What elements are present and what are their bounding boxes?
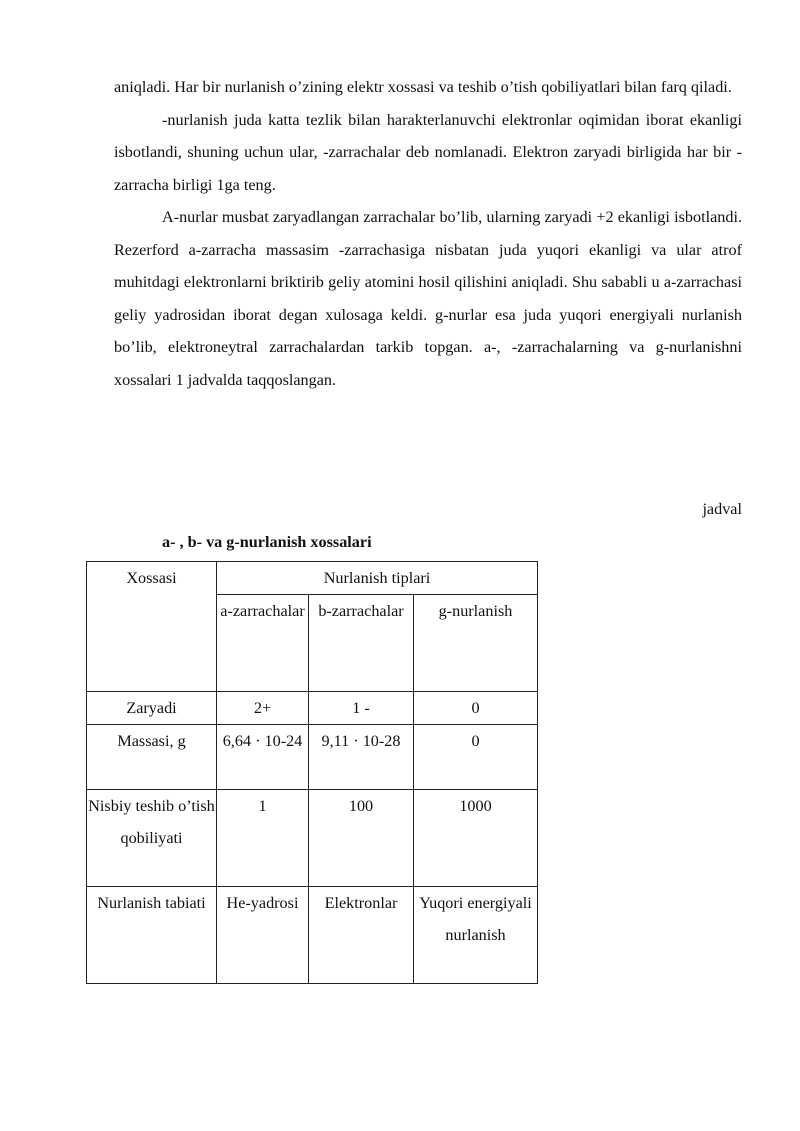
header-radiation-types: Nurlanish tiplari	[217, 562, 538, 595]
table-title: a- , b- va g-nurlanish xossalari	[162, 533, 372, 551]
header-alpha: a-zarrachalar	[217, 595, 309, 692]
table-header-row	[87, 562, 538, 595]
cell-property: Nurlanish tabiati	[87, 887, 217, 984]
cell-gamma: 1000	[414, 790, 538, 887]
cell-alpha: 2+	[217, 692, 309, 725]
cell-beta: 1 -	[309, 692, 414, 725]
header-property: Xossasi	[87, 562, 217, 692]
cell-property: Nisbiy teshib o’tish qobiliyati	[87, 790, 217, 887]
cell-gamma: 0	[414, 725, 538, 790]
table-number-label: jadval	[702, 500, 742, 518]
table-row	[87, 692, 538, 725]
cell-alpha: 6,64 · 10-24	[217, 725, 309, 790]
cell-alpha: He-yadrosi	[217, 887, 309, 984]
paragraph-1: aniqladi. Har bir nurlanish o’zining elektr xossasi va teshib o’tish qobiliyatlari bilan farq qiladi.	[114, 78, 732, 96]
cell-beta: Elektronlar	[309, 887, 414, 984]
table-row	[87, 725, 538, 790]
paragraph-2: -nurlanish juda katta tezlik bilan harakterlanuvchi elektronlar oqimidan iborat ekanligi isbotlandi, shuning uchun ular, -zarrachalar deb nomlanadi. Elektron zaryadi birligida har bir -zarracha birligi 1ga teng.	[114, 110, 742, 194]
table-row	[87, 790, 538, 887]
body-text	[114, 71, 742, 396]
cell-property: Zaryadi	[87, 692, 217, 725]
radiation-properties-table	[86, 561, 538, 984]
cell-beta: 100	[309, 790, 414, 887]
cell-property: Massasi, g	[87, 725, 217, 790]
paragraph-3: A-nurlar musbat zaryadlangan zarrachalar bo’lib, ularning zaryadi +2 ekanligi isbotlandi. Rezerford a-zarracha massasim -zarrachasiga nisbatan juda yuqori ekanligi va ular atrof muhitdagi elektronlarni briktirib geliy atomini hosil qilishini aniqladi. Shu sababli u a-zarrachasi geliy yadrosidan iborat degan xulosaga keldi. g-nurlar esa juda yuqori energiyali nurlanish bo’lib, elektroneytral zarrachalardan tarkib topgan. a-, -zarrachalarning va g-nurlanishni xossalari 1 jadvalda taqqoslangan.	[114, 208, 742, 389]
header-gamma: g-nurlanish	[414, 595, 538, 692]
cell-gamma: Yuqori energiyali nurlanish	[414, 887, 538, 984]
table-row	[87, 887, 538, 984]
cell-gamma: 0	[414, 692, 538, 725]
header-beta: b-zarrachalar	[309, 595, 414, 692]
cell-beta: 9,11 · 10-28	[309, 725, 414, 790]
cell-alpha: 1	[217, 790, 309, 887]
